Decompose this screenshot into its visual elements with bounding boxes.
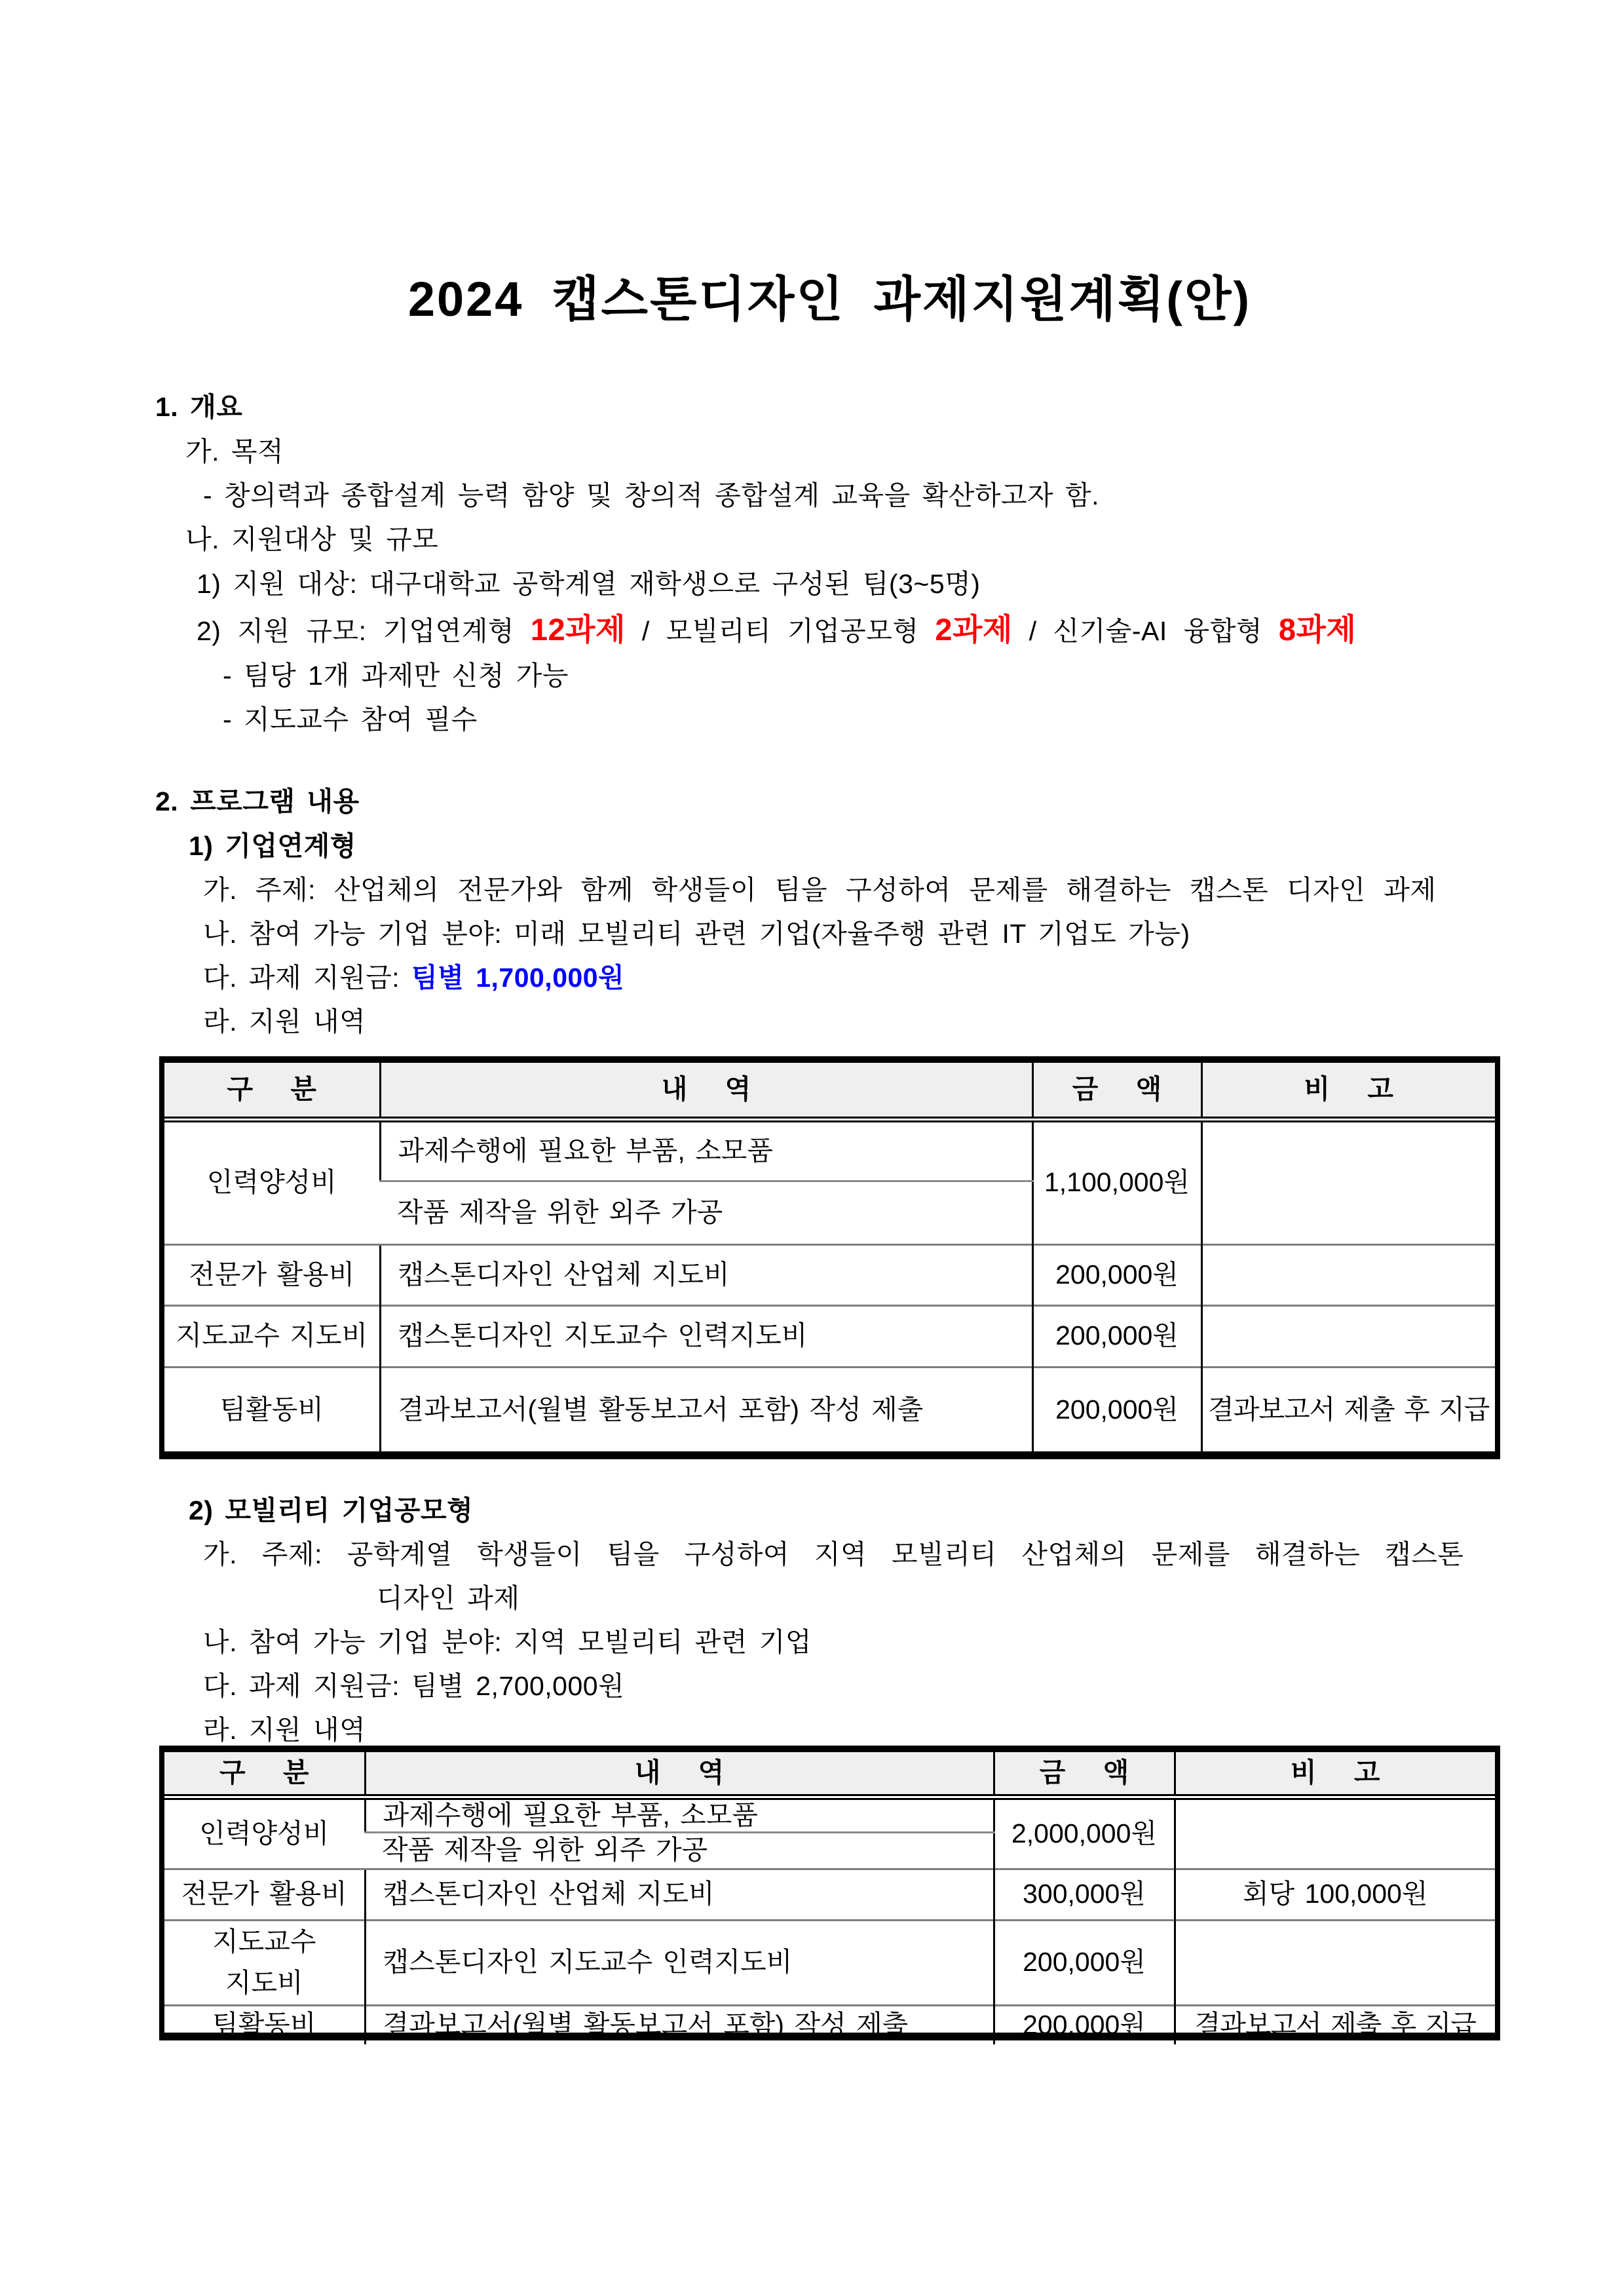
section1-heading: 1. 개요 [155,392,243,422]
cell-category-team: 팀활동비 [164,2005,365,2044]
header-detail: 내 역 [365,1752,994,1797]
page-title: 2024 캡스톤디자인 과제지원계획(안) [407,272,1252,326]
cell-category-expert: 전문가 활용비 [164,1244,380,1305]
cell-detail-team: 결과보고서(월별 활동보고서 포함) 작성 제출 [365,2005,994,2044]
program2-funding: 다. 과제 지원금: 팀별 2,700,000원 [203,1671,625,1701]
program2-support-table [159,1746,1500,2040]
cell-amount-manpower: 2,000,000원 [994,1797,1175,1869]
cell-detail-parts: 과제수행에 필요한 부품, 소모품 [365,1797,994,1832]
program2-topic-line1: 가. 주제: 공학계열 학생들이 팀을 구성하여 지역 모빌리티 산업체의 문제를 해결하는 캡스톤 [203,1539,1464,1569]
scale-count-2: 2과제 [935,612,1013,647]
cell-amount-team: 200,000원 [1032,1367,1201,1451]
cell-amount-expert: 300,000원 [994,1869,1175,1920]
cell-note-expert: 회당 100,000원 [1175,1869,1495,1920]
header-category: 구 분 [164,1752,365,1797]
program2-table [164,1752,1495,2044]
scale-prefix: 2) 지원 규모: 기업연계형 [197,616,531,646]
table-row [164,1920,1495,2005]
program1-detail-label: 라. 지원 내역 [203,1006,366,1037]
cell-amount-manpower: 1,100,000원 [1032,1119,1201,1244]
scale-count-1: 12과제 [530,612,626,647]
section2-heading: 2. 프로그램 내용 [155,786,360,816]
program2-detail-label: 라. 지원 내역 [203,1715,366,1745]
cell-category-professor: 지도교수 지도비 [164,1305,380,1367]
header-note: 비 고 [1201,1063,1495,1119]
cell-note-empty [1175,1920,1495,2005]
table-row [164,2005,1495,2044]
cell-note-team: 결과보고서 제출 후 지급 [1201,1367,1495,1451]
program1-funding-amount: 팀별 1,700,000원 [411,963,625,993]
professor-category-text: 지도교수 지도비 [212,1926,316,1999]
table-row [164,1305,1495,1367]
program2-topic-line2: 디자인 과제 [377,1583,520,1613]
cell-category-team: 팀활동비 [164,1367,380,1451]
cell-detail-team: 결과보고서(월별 활동보고서 포함) 작성 제출 [380,1367,1032,1451]
program2-field: 나. 참여 가능 기업 분야: 지역 모빌리티 관련 기업 [203,1627,812,1657]
program1-field: 나. 참여 가능 기업 분야: 미래 모빌리티 관련 기업(자율주행 관련 IT 기업도 가능) [203,919,1190,949]
cell-detail-expert: 캡스톤디자인 산업체 지도비 [365,1869,994,1920]
header-detail: 내 역 [380,1063,1032,1119]
cell-detail-professor: 캡스톤디자인 지도교수 인력지도비 [380,1305,1032,1367]
table-row [164,1797,1495,1832]
cell-note-empty [1175,1797,1495,1869]
target-label: 나. 지원대상 및 규모 [185,524,439,554]
table-row [164,1119,1495,1181]
program1-support-table [159,1056,1500,1459]
scale-note-1: - 팀당 1개 과제만 신청 가능 [223,660,569,691]
cell-amount-expert: 200,000원 [1032,1244,1201,1305]
cell-detail-outsourcing: 작품 제작을 위한 외주 가공 [382,1835,708,1866]
program1-funding-label: 다. 과제 지원금: [203,963,412,993]
cell-category-manpower: 인력양성비 [164,1119,380,1244]
program1-topic: 가. 주제: 산업체의 전문가와 함께 학생들이 팀을 구성하여 문제를 해결하는 캡스톤 디자인 과제 [203,875,1437,905]
cell-detail-expert: 캡스톤디자인 산업체 지도비 [380,1244,1032,1305]
scale-line [197,611,1356,649]
scale-mid-1: / 모빌리티 기업공모형 [625,616,935,646]
scale-mid-2: / 신기술-AI 융합형 [1012,616,1279,646]
cell-amount-professor: 200,000원 [994,1920,1175,2005]
cell-detail-parts: 과제수행에 필요한 부품, 소모품 [380,1119,1032,1181]
cell-note-empty [1201,1305,1495,1367]
program1-heading: 1) 기업연계형 [189,831,356,861]
cell-note-team: 결과보고서 제출 후 지급 [1175,2005,1495,2044]
header-amount: 금 액 [1032,1063,1201,1119]
header-amount: 금 액 [994,1752,1175,1797]
cell-category-expert: 전문가 활용비 [164,1869,365,1920]
header-note: 비 고 [1175,1752,1495,1797]
table-header-row [164,1752,1495,1797]
cell-amount-team: 200,000원 [994,2005,1175,2044]
cell-category-professor [164,1920,365,2005]
program2-heading: 2) 모빌리티 기업공모형 [189,1495,474,1525]
table-row [164,1869,1495,1920]
purpose-text: - 창의력과 종합설계 능력 함양 및 창의적 종합설계 교육을 확산하고자 함. [203,480,1100,510]
cell-amount-professor: 200,000원 [1032,1305,1201,1367]
program1-table [164,1063,1495,1451]
cell-detail-outsourcing: 작품 제작을 위한 외주 가공 [397,1196,723,1227]
cell-category-manpower: 인력양성비 [164,1797,365,1869]
table-row [164,1367,1495,1451]
cell-detail-professor: 캡스톤디자인 지도교수 인력지도비 [365,1920,994,2005]
table-row [164,1244,1495,1305]
table-header-row [164,1063,1495,1119]
scale-note-2: - 지도교수 참여 필수 [223,704,478,735]
header-category: 구 분 [164,1063,380,1119]
purpose-label: 가. 목적 [185,436,284,467]
cell-note-empty [1201,1119,1495,1244]
program1-funding [203,961,624,995]
cell-note-empty [1201,1244,1495,1305]
target-item: 1) 지원 대상: 대구대학교 공학계열 재학생으로 구성된 팀(3~5명) [197,569,981,599]
scale-count-3: 8과제 [1278,612,1357,647]
